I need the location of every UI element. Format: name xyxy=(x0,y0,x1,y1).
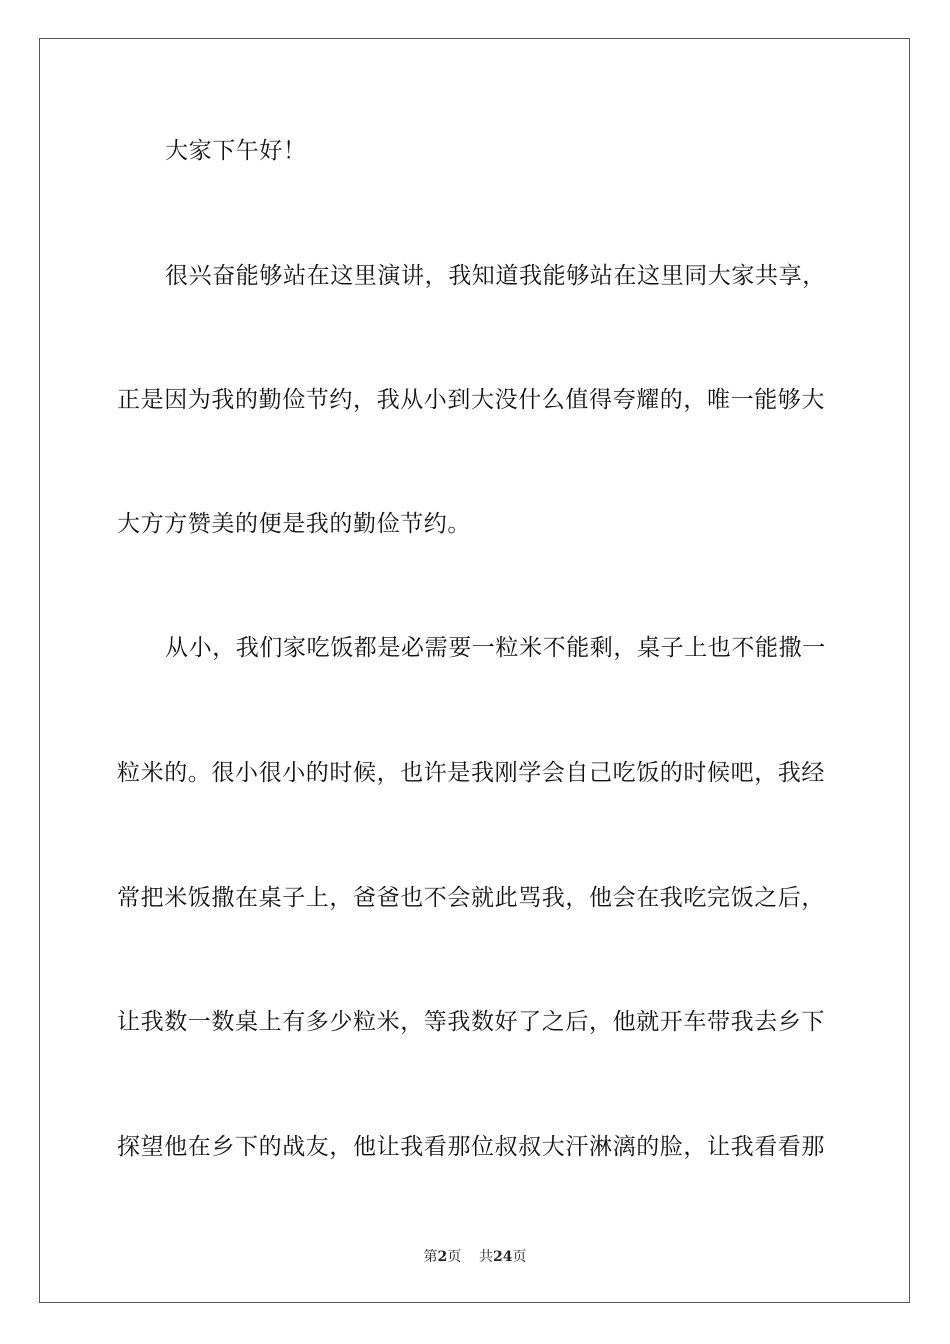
page-border xyxy=(39,38,910,1303)
page-footer xyxy=(0,1248,950,1266)
total-suffix: 页 xyxy=(512,1249,527,1265)
text-line: 大方方赞美的便是我的勤俭节约。 xyxy=(117,511,471,537)
text-line: 常把米饭撒在桌子上，爸爸也不会就此骂我，他会在我吃完饭之后， xyxy=(117,885,825,911)
page-suffix: 页 xyxy=(447,1249,462,1265)
text-line: 很兴奋能够站在这里演讲，我知道我能够站在这里同大家共享， xyxy=(165,263,826,289)
text-line: 让我数一数桌上有多少粒米，等我数好了之后，他就开车带我去乡下 xyxy=(117,1009,825,1035)
total-pages: 24 xyxy=(493,1249,513,1265)
text-line: 从小，我们家吃饭都是必需要一粒米不能剩，桌子上也不能撒一 xyxy=(165,635,826,661)
text-line: 正是因为我的勤俭节约，我从小到大没什么值得夸耀的，唯一能够大 xyxy=(117,387,825,413)
text-line: 探望他在乡下的战友，他让我看那位叔叔大汗淋漓的脸，让我看看那 xyxy=(117,1134,825,1160)
text-line: 粒米的。很小很小的时候，也许是我刚学会自己吃饭的时候吧，我经 xyxy=(117,760,825,786)
page-prefix: 第 xyxy=(423,1249,438,1265)
text-line-greeting: 大家下午好！ xyxy=(165,138,307,164)
page-number: 2 xyxy=(437,1249,448,1265)
total-prefix: 共 xyxy=(479,1249,494,1265)
